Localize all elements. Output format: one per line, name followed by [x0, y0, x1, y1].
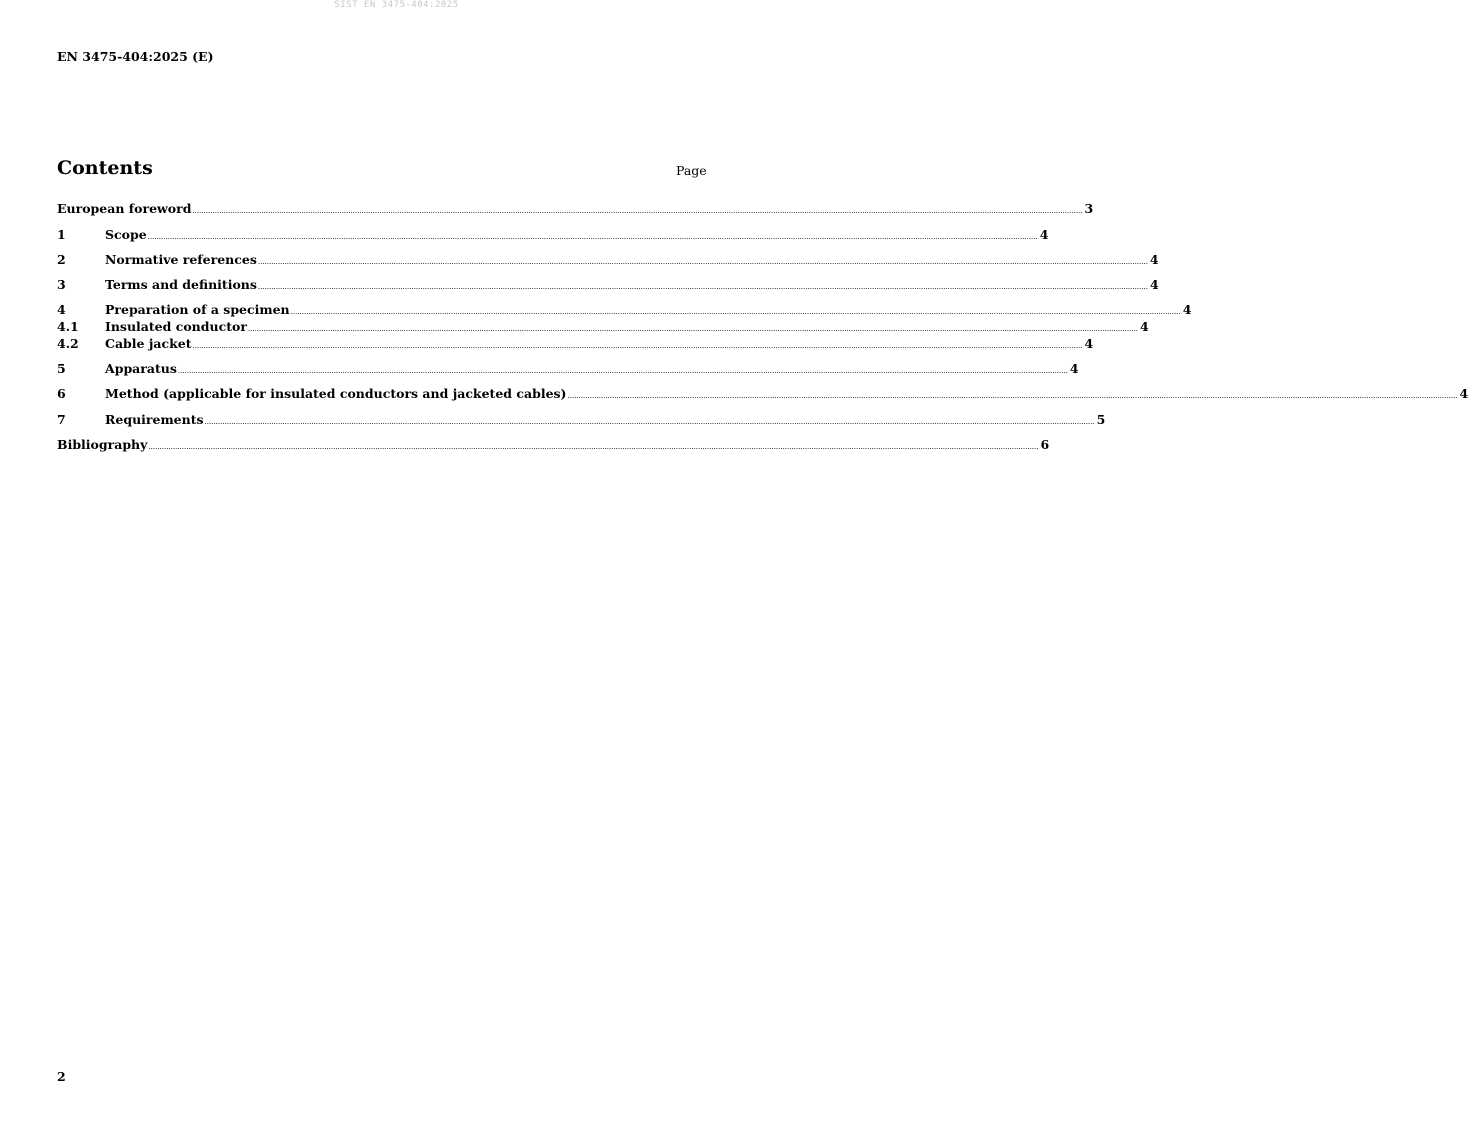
toc-entry-page: 5	[1096, 412, 1106, 427]
toc-entry-title: Scope	[105, 227, 147, 242]
document-identifier: EN 3475-404:2025 (E)	[57, 49, 214, 64]
toc-entry-number: 6	[57, 386, 66, 401]
toc-entry-number: 4	[57, 302, 66, 317]
toc-entry-page: 4	[1139, 319, 1149, 334]
toc-entry-insulated-conductor[interactable]	[57, 319, 1149, 335]
toc-entry-title: Cable jacket	[105, 336, 192, 351]
toc-entry-page: 4	[1149, 252, 1159, 267]
toc-entry-title: Preparation of a specimen	[105, 302, 290, 317]
toc-entry-title: Terms and definitions	[105, 277, 257, 292]
toc-entry-page: 3	[1084, 201, 1094, 216]
dot-leader: ................................................................................................................................................................................................................................................................................................................................................................................................................	[290, 308, 1181, 316]
dot-leader: ................................................................................................................................................................................................................................................................................................................................................................................................................	[148, 443, 1039, 451]
toc-entry-title: Method (applicable for insulated conductors and jacketed cables)	[105, 386, 567, 401]
dot-leader: ................................................................................................................................................................................................................................................................................................................................................................................................................	[567, 392, 1458, 400]
toc-entry-scope[interactable]	[57, 227, 1049, 243]
toc-entry-page: 4	[1459, 386, 1468, 401]
toc-entry-page: 4	[1084, 336, 1094, 351]
contents-heading: Contents	[57, 157, 153, 179]
dot-leader: ................................................................................................................................................................................................................................................................................................................................................................................................................	[257, 283, 1148, 291]
toc-entry-bibliography[interactable]	[57, 437, 1050, 453]
dot-leader: ................................................................................................................................................................................................................................................................................................................................................................................................................	[204, 418, 1095, 426]
dot-leader: ................................................................................................................................................................................................................................................................................................................................................................................................................	[177, 367, 1068, 375]
toc-entry-number: 3	[57, 277, 66, 292]
page-column-label: Page	[676, 163, 707, 178]
toc-entry-page: 4	[1039, 227, 1049, 242]
dot-leader: ................................................................................................................................................................................................................................................................................................................................................................................................................	[192, 207, 1083, 215]
page-number: 2	[57, 1069, 66, 1084]
watermark: SIST EN 3475-404:2025	[334, 0, 459, 10]
toc-entry-number: 1	[57, 227, 66, 242]
toc-entry-title: Normative references	[105, 252, 257, 267]
toc-entry-method[interactable]	[57, 386, 1468, 402]
toc-entry-number: 7	[57, 412, 66, 427]
toc-entry-normative-references[interactable]	[57, 252, 1159, 268]
toc-entry-title: Requirements	[105, 412, 204, 427]
toc-entry-number: 4.1	[57, 319, 79, 334]
dot-leader: ................................................................................................................................................................................................................................................................................................................................................................................................................	[147, 233, 1038, 241]
toc-entry-page: 4	[1069, 361, 1079, 376]
toc-entry-title: European foreword	[57, 201, 192, 216]
toc-entry-page: 4	[1149, 277, 1159, 292]
toc-entry-number: 4.2	[57, 336, 79, 351]
toc-entry-page: 4	[1182, 302, 1192, 317]
toc-entry-number: 5	[57, 361, 66, 376]
dot-leader: ................................................................................................................................................................................................................................................................................................................................................................................................................	[192, 342, 1083, 350]
toc-entry-title: Insulated conductor	[105, 319, 247, 334]
toc-entry-european-foreword[interactable]	[57, 201, 1094, 217]
toc-entry-page: 6	[1040, 437, 1050, 452]
toc-entry-apparatus[interactable]	[57, 361, 1079, 377]
toc-entry-number: 2	[57, 252, 66, 267]
toc-entry-cable-jacket[interactable]	[57, 336, 1094, 352]
toc-entry-preparation-of-a-specimen[interactable]	[57, 302, 1192, 318]
toc-entry-title: Bibliography	[57, 437, 148, 452]
toc-entry-terms-and-definitions[interactable]	[57, 277, 1159, 293]
toc-entry-requirements[interactable]	[57, 412, 1106, 428]
dot-leader: ................................................................................................................................................................................................................................................................................................................................................................................................................	[247, 325, 1138, 333]
toc-entry-title: Apparatus	[105, 361, 177, 376]
dot-leader: ................................................................................................................................................................................................................................................................................................................................................................................................................	[257, 258, 1148, 266]
